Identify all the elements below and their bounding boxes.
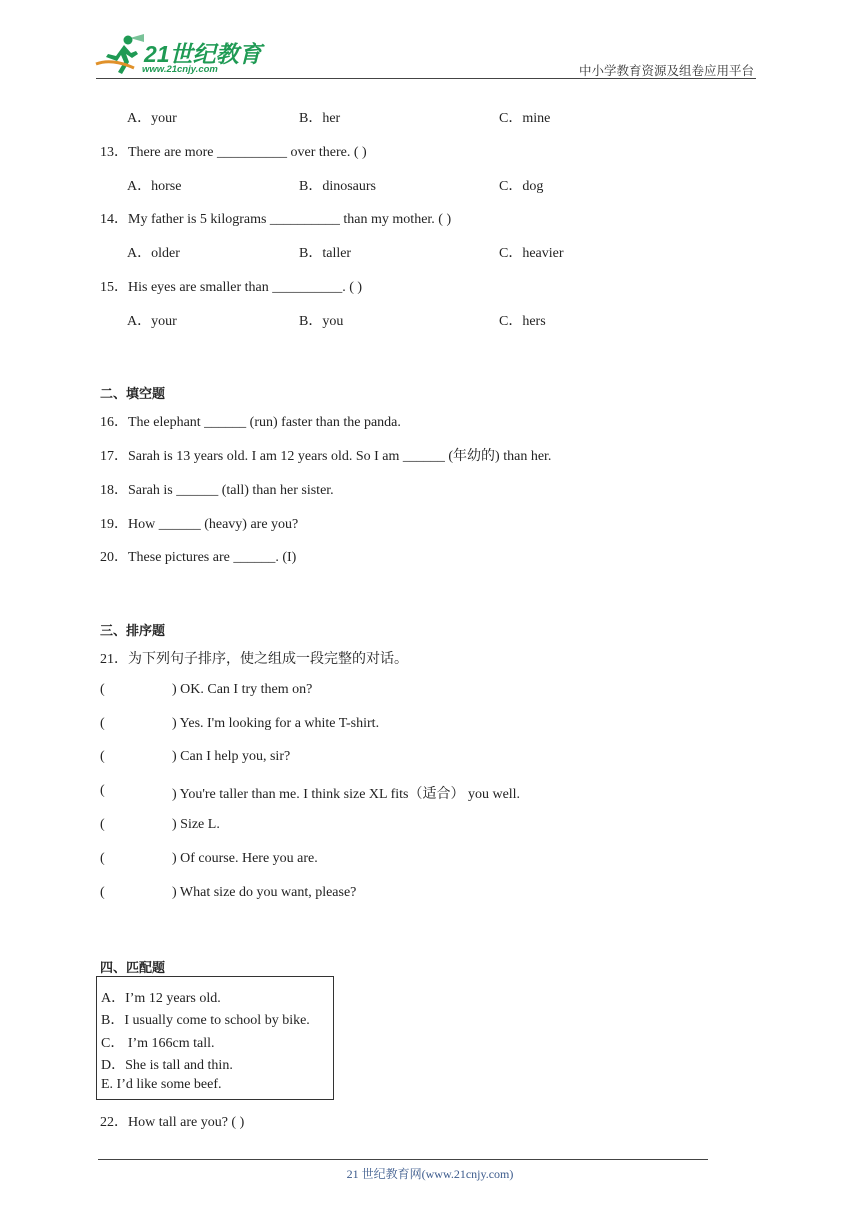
- q12-option-a: A．your: [127, 111, 177, 126]
- header-divider: [96, 78, 756, 79]
- order-line: ) What size do you want, please?: [172, 885, 357, 900]
- order-line: ) Yes. I'm looking for a white T-shirt.: [172, 716, 380, 731]
- logo-text: 21世纪教育: [144, 41, 262, 67]
- footer-divider: [98, 1159, 708, 1160]
- order-line: ) Size L.: [172, 817, 220, 832]
- q12-option-b: B．her: [299, 111, 341, 126]
- q13-option-a: A．horse: [127, 179, 182, 194]
- footer-text[interactable]: 21 世纪教育网(www.21cnjy.com): [346, 1167, 514, 1181]
- order-open-paren: (: [100, 885, 105, 900]
- q17-text: 17．Sarah is 13 years old. I am 12 years old. So I am ______ (年幼的) than her.: [100, 449, 552, 464]
- order-open-paren: (: [100, 682, 105, 697]
- runner-logo-icon: [94, 34, 146, 78]
- q13-option-b: B．dinosaurs: [299, 179, 376, 194]
- q14-stem: 14．My father is 5 kilograms __________ than my mother. ( ): [100, 212, 452, 227]
- q19-text: 19．How ______ (heavy) are you?: [100, 517, 299, 532]
- q14-option-b: B．taller: [299, 246, 352, 261]
- q12-option-c: C．mine: [499, 111, 551, 126]
- matching-options-box: [96, 976, 334, 1100]
- order-open-paren: (: [100, 817, 105, 832]
- match-option-c: C． I’m 166cm tall.: [101, 1036, 215, 1051]
- q14-option-a: A．older: [127, 246, 180, 261]
- match-option-b: B．I usually come to school by bike.: [101, 1013, 310, 1028]
- match-option-a: A．I’m 12 years old.: [101, 991, 221, 1006]
- q15-stem: 15．His eyes are smaller than __________. ( ): [100, 280, 363, 295]
- q13-stem: 13．There are more __________ over there. ( ): [100, 145, 367, 160]
- q21-instruction: 21．为下列句子排序，使之组成一段完整的对话。: [100, 652, 408, 667]
- section-title-fill-blank: 二、填空题: [100, 387, 166, 402]
- order-open-paren: (: [100, 851, 105, 866]
- q15-option-c: C．hers: [499, 314, 546, 329]
- section-title-ordering: 三、排序题: [100, 624, 166, 639]
- q14-option-c: C．heavier: [499, 246, 564, 261]
- order-open-paren: (: [100, 783, 105, 798]
- match-option-e: E. I’d like some beef.: [101, 1077, 222, 1092]
- q22-text: 22．How tall are you? ( ): [100, 1115, 245, 1130]
- order-line: ) Can I help you, sir?: [172, 749, 291, 764]
- order-open-paren: (: [100, 749, 105, 764]
- section-title-matching: 四、匹配题: [100, 961, 166, 976]
- logo-url: www.21cnjy.com: [142, 64, 218, 75]
- match-option-d: D．She is tall and thin.: [101, 1058, 233, 1073]
- order-open-paren: (: [100, 716, 105, 731]
- header-platform-text: 中小学教育资源及组卷应用平台: [578, 64, 754, 78]
- order-line: ) OK. Can I try them on?: [172, 682, 313, 697]
- order-line: ) You're taller than me. I think size XL fits（适合） you well.: [172, 787, 521, 802]
- q15-option-a: A．your: [127, 314, 177, 329]
- q15-option-b: B．you: [299, 314, 344, 329]
- q18-text: 18．Sarah is ______ (tall) than her sister.: [100, 483, 334, 498]
- q16-text: 16．The elephant ______ (run) faster than the panda.: [100, 415, 401, 430]
- q13-option-c: C．dog: [499, 179, 544, 194]
- q20-text: 20．These pictures are ______. (I): [100, 550, 297, 565]
- order-line: ) Of course. Here you are.: [172, 851, 318, 866]
- logo: [94, 34, 264, 80]
